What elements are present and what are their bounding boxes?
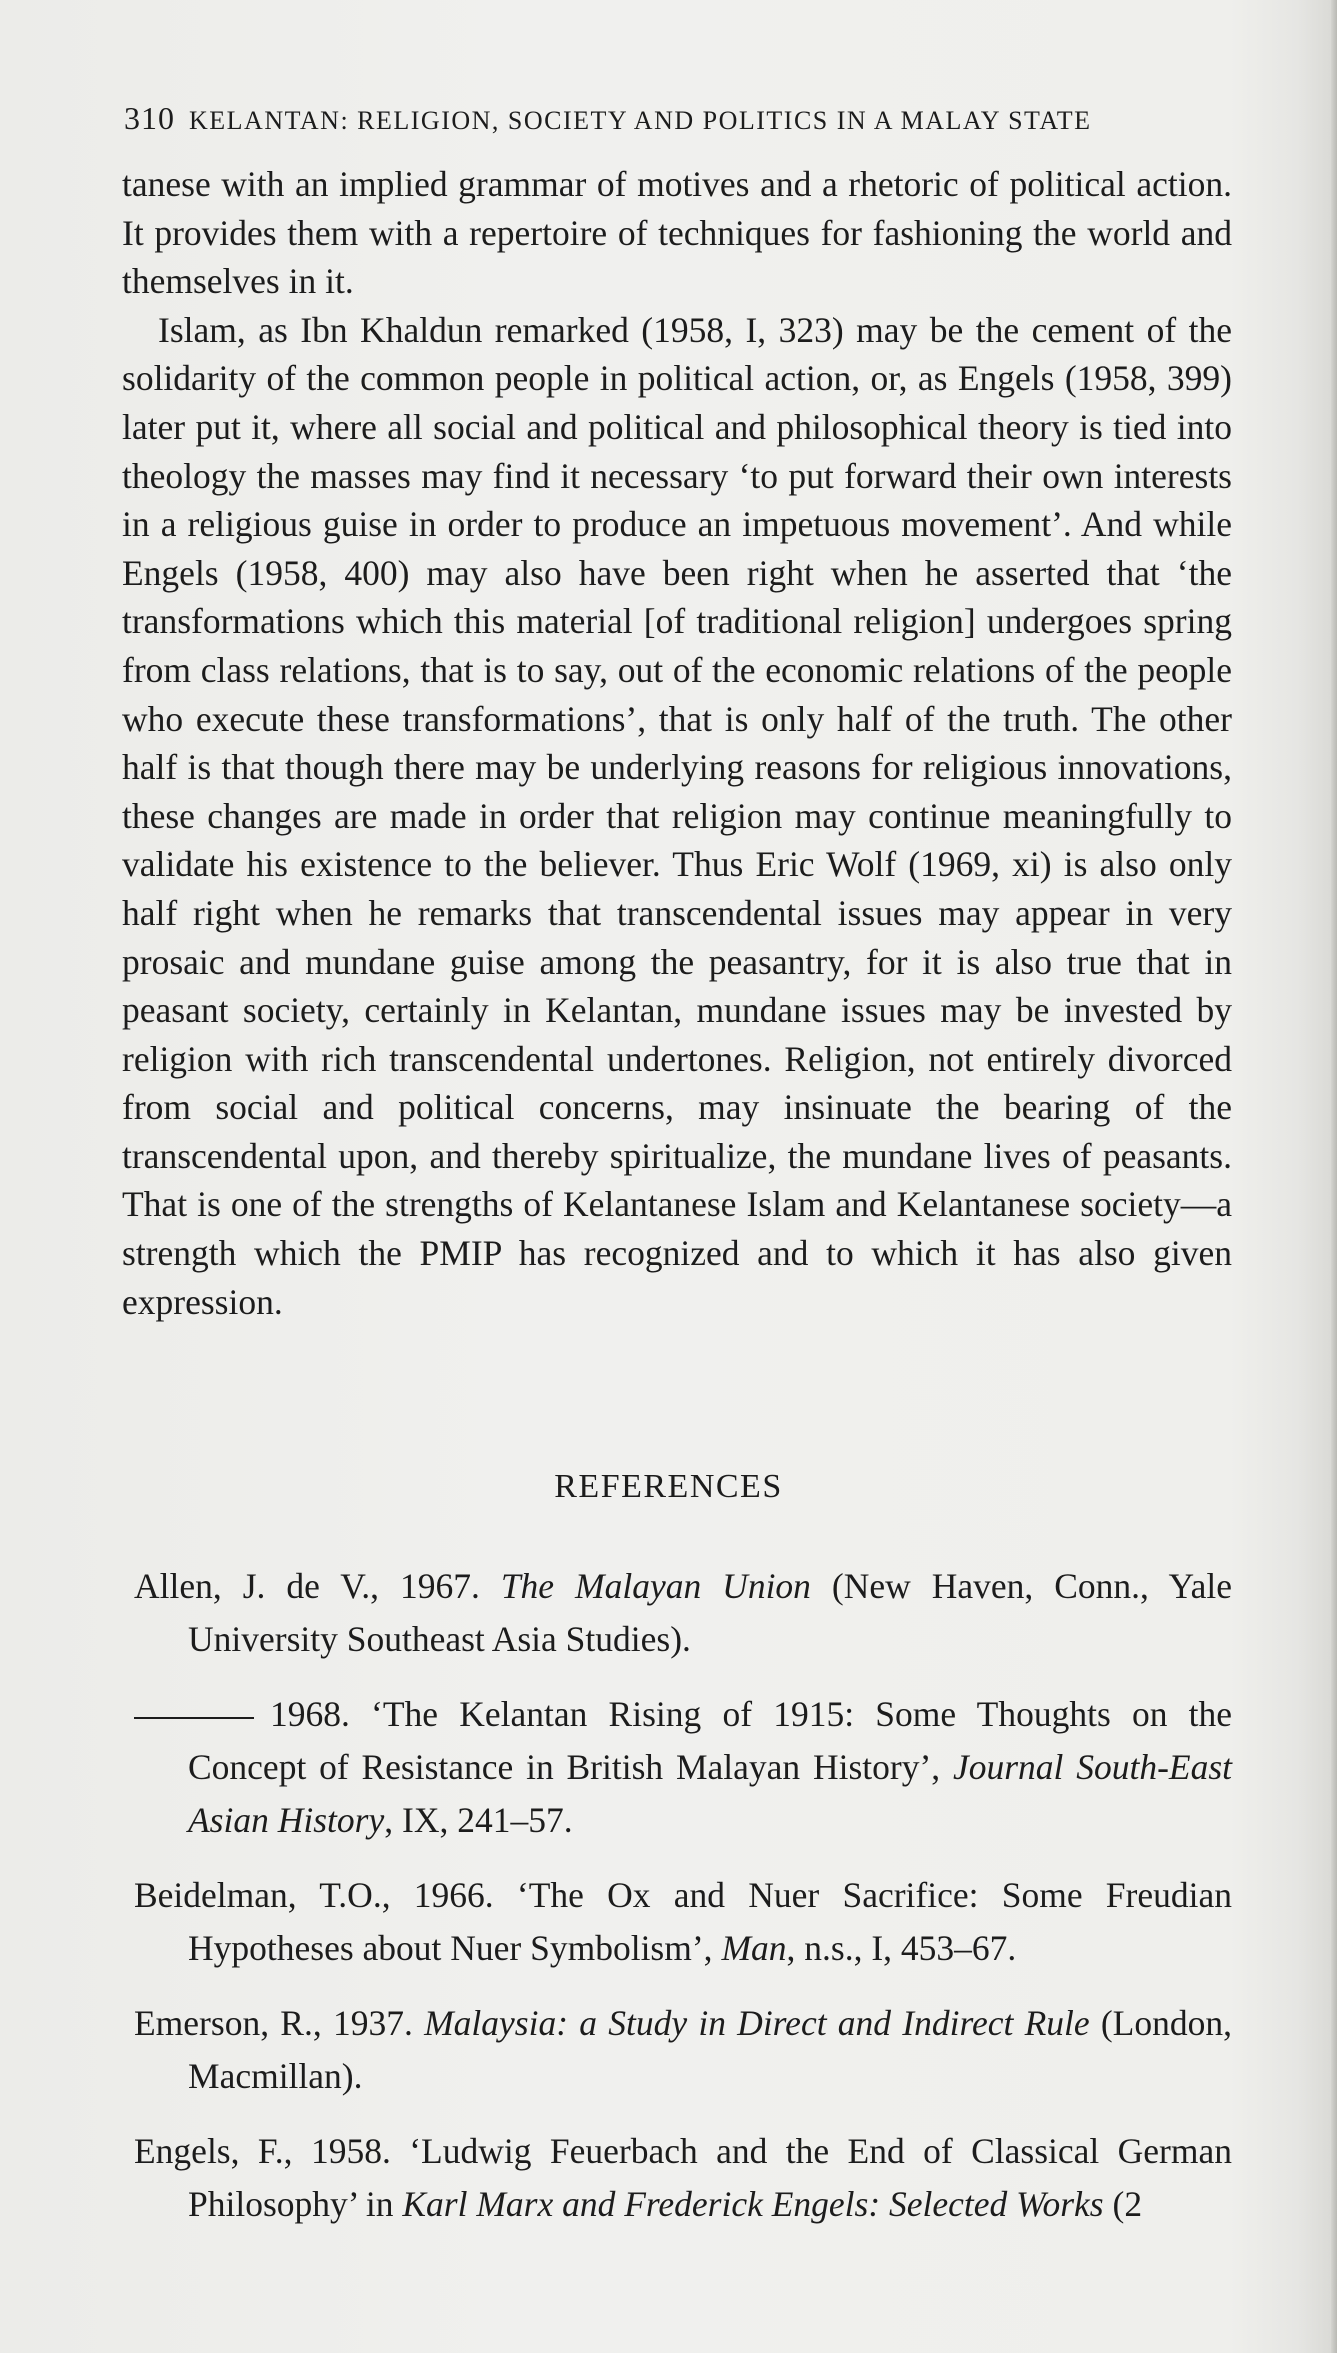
reference-title: The Malayan Union	[500, 1566, 811, 1606]
page-number: 310	[124, 100, 175, 136]
references-heading: REFERENCES	[554, 1468, 783, 1505]
reference-lead: Emerson, R., 1937.	[134, 2003, 425, 2043]
ditto-dash	[134, 1717, 254, 1719]
reference-item	[134, 1869, 1232, 1975]
reference-rest: , n.s., I, 453–67.	[786, 1928, 1017, 1968]
reference-title: Man	[721, 1928, 787, 1968]
reference-item	[134, 1997, 1232, 2103]
reference-rest: , IX, 241–57.	[384, 1800, 573, 1840]
reference-rest: (London, Macmillan).	[188, 2003, 1232, 2096]
reference-lead: 1968. ‘The Kelantan Rising of 1915: Some Thoughts on the Concept of Resistance in British Malayan History’,	[188, 1694, 1232, 1787]
reference-lead: Engels, F., 1958. ‘Ludwig Feuerbach and the End of Classical German Philosophy’ in	[134, 2131, 1232, 2224]
running-title: KELANTAN: RELIGION, SOCIETY AND POLITICS IN A MALAY STATE	[189, 106, 1092, 135]
references-list	[134, 1560, 1232, 2253]
reference-title: Journal South-East Asian History	[188, 1747, 1233, 1840]
paragraph-2: Islam, as Ibn Khaldun remarked (1958, I, 323) may be the cement of the solidarity of the common people in political action, or, as Engels (1958, 399) later put it, where all social and political and philosophical theory is tied into theology the masses may find it necessary ‘to put forward their own interests in a religious guise in order to produce an impetuous movement’. And while Engels (1958, 400) may also have been right when he asserted that ‘the transformations which this material [of traditional religion] undergoes spring from class relations, that is to say, out of the economic relations of the people who execute these transformations’, that is only half of the truth. The other half is that though there may be underlying reasons for religious innovations, these changes are made in order that religion may continue meaningfully to validate his existence to the believer. Thus Eric Wolf (1969, xi) is also only half right when he remarks that transcendental issues may appear in very prosaic and mundane guise among the peasantry, for it is also true that in peasant society, certainly in Kelantan, mundane issues may be invested by religion with rich transcendental undertones. Religion, not entirely divorced from social and political concerns, may insinuate the bearing of the transcendental upon, and thereby spiritualize, the mundane lives of peasants. That is one of the strengths of Kelantanese Islam and Kelantanese society—a strength which the PMIP has recognized and to which it has also given expression.	[122, 309, 1232, 1322]
paragraph-1: tanese with an implied grammar of motives and a rhetoric of political action. It provides them with a repertoire of techniques for fashioning the world and themselves in it.	[122, 164, 1232, 302]
body-text	[122, 160, 1232, 1326]
reference-title: Karl Marx and Frederick Engels: Selected Works	[402, 2184, 1104, 2224]
reference-rest: (2	[1103, 2184, 1143, 2224]
reference-lead: Allen, J. de V., 1967.	[134, 1566, 501, 1606]
reference-rest: (New Haven, Conn., Yale University Southeast Asia Studies).	[188, 1566, 1232, 1659]
page-edge	[1331, 0, 1337, 2353]
reference-item	[134, 2125, 1232, 2231]
running-header	[124, 100, 1234, 137]
reference-item	[134, 1688, 1232, 1847]
reference-title: Malaysia: a Study in Direct and Indirect Rule	[424, 2003, 1090, 2043]
reference-item	[134, 1560, 1232, 1666]
reference-lead: Beidelman, T.O., 1966. ‘The Ox and Nuer Sacrifice: Some Freudian Hypotheses about Nuer Symbolism’,	[134, 1875, 1232, 1968]
